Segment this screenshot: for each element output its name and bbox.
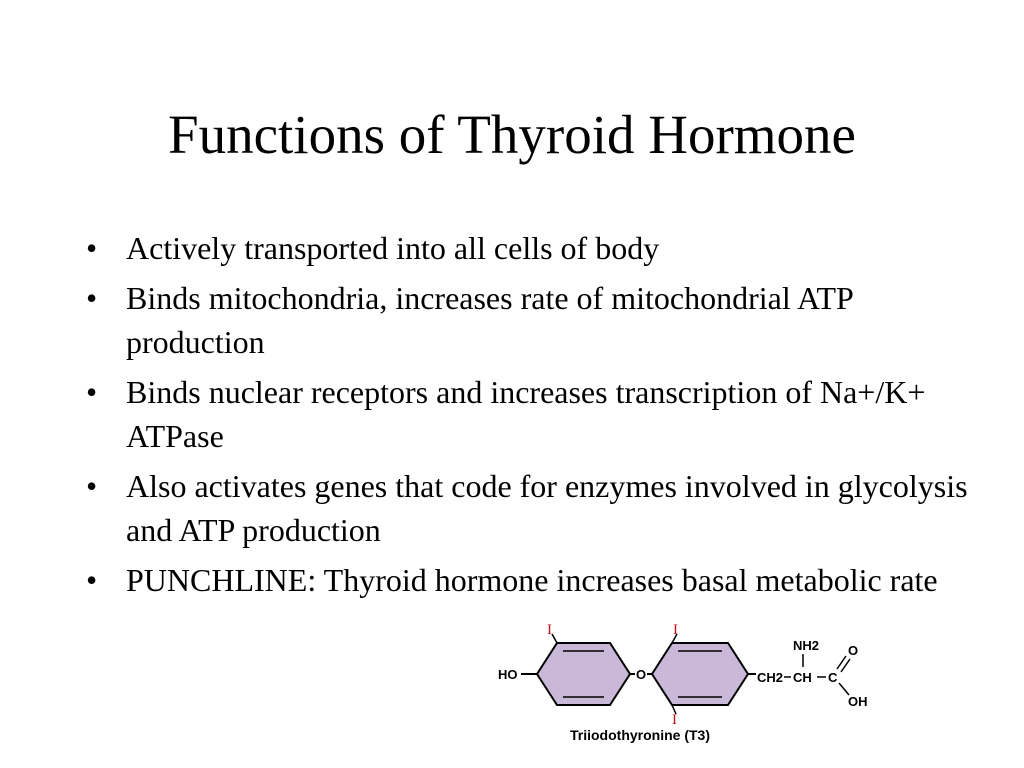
amino-group-label: NH2 (793, 638, 820, 653)
bullet-marker: • (86, 562, 98, 598)
slide-title: Functions of Thyroid Hormone (168, 104, 856, 165)
bullet-marker: • (86, 230, 98, 266)
bullet-item (80, 464, 980, 552)
bullet-list (80, 226, 980, 608)
carboxyl-hydroxyl-label: OH (848, 694, 868, 709)
bullet-item (80, 558, 980, 602)
bullet-marker: • (86, 468, 98, 504)
iodine-label: I (547, 622, 552, 638)
bullet-marker: • (86, 280, 98, 316)
hydroxyl-label: HO (498, 667, 518, 682)
carbonyl-oxygen-label: O (848, 643, 859, 658)
bullet-text: Also activates genes that code for enzymes involved in glycolysis and ATP production (126, 468, 968, 548)
bullet-item (80, 370, 980, 458)
alpha-carbon-label: CH (793, 670, 812, 685)
iodine-label: I (672, 712, 677, 728)
right-benzene-ring (652, 643, 748, 705)
bullet-item (80, 276, 980, 364)
bullet-text: Binds mitochondria, increases rate of mitochondrial ATP production (126, 280, 853, 360)
bullet-text: PUNCHLINE: Thyroid hormone increases basal metabolic rate (126, 562, 938, 598)
iodine-label: I (673, 622, 678, 638)
molecule-caption: Triiodothyronine (T3) (570, 727, 710, 743)
left-benzene-ring (537, 643, 630, 705)
carboxyl-carbon-label: C (828, 670, 838, 685)
bullet-marker: • (86, 374, 98, 410)
ether-oxygen-label: O (636, 667, 647, 682)
bullet-text: Actively transported into all cells of body (126, 230, 660, 266)
bullet-item (80, 226, 980, 270)
triiodothyronine-structure (490, 620, 890, 750)
bullet-text: Binds nuclear receptors and increases transcription of Na+/K+ ATPase (126, 374, 926, 454)
methylene-label: CH2 (757, 670, 784, 685)
